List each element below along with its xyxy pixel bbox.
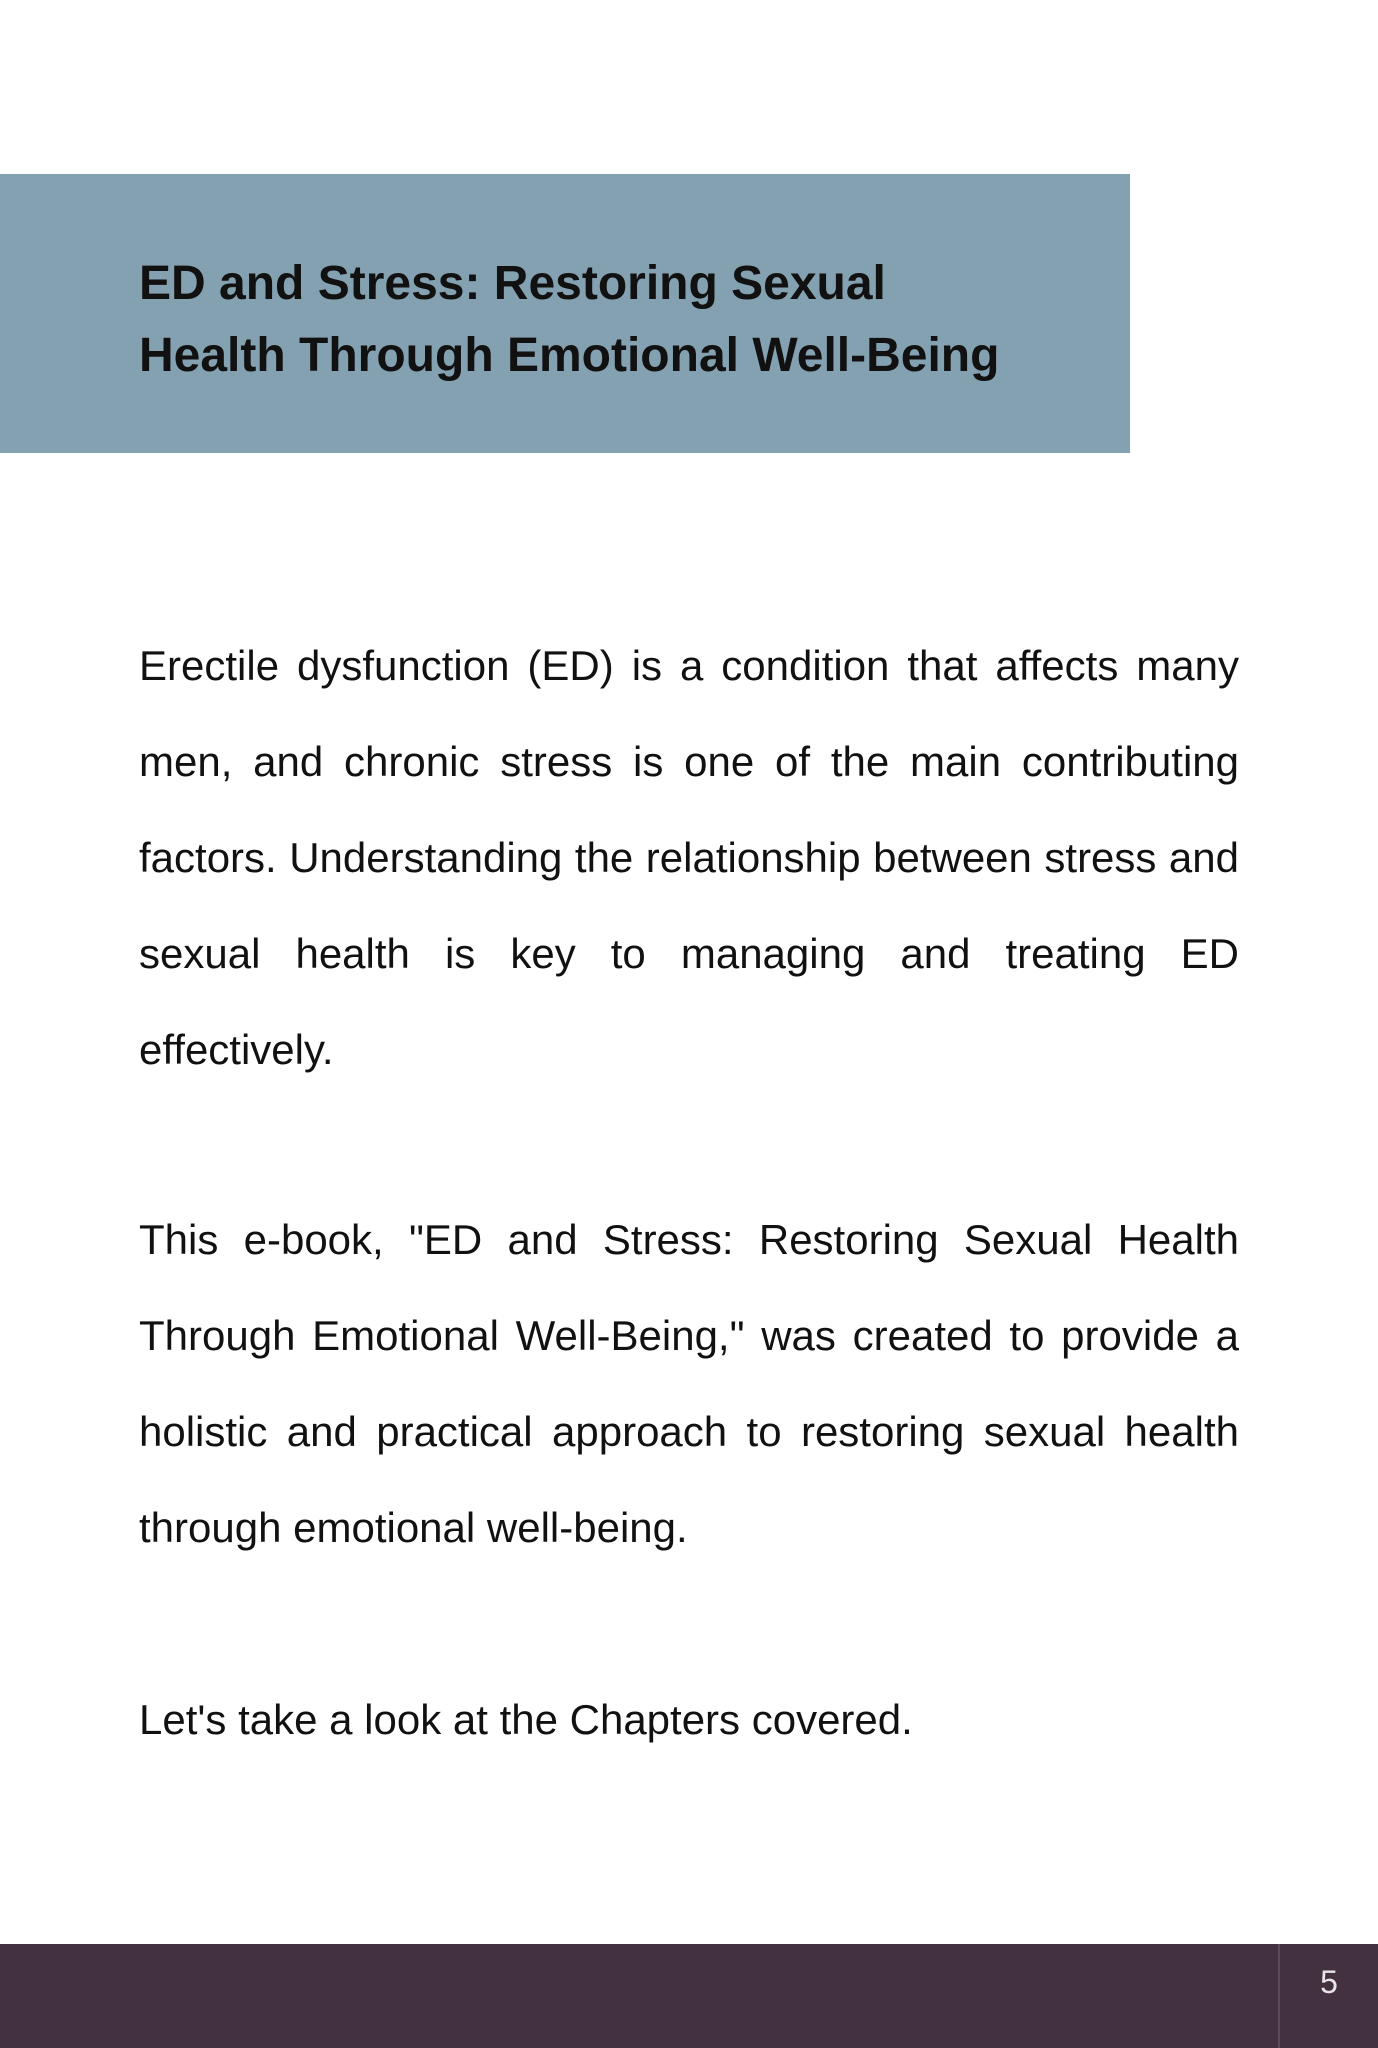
page-title: [139, 248, 1099, 392]
chapters-lead-in: Let's take a look at the Chapters covered.: [139, 1696, 913, 1743]
page-title-line-2: Health Through Emotional Well-Being: [139, 329, 1000, 382]
page-title-line-1: ED and Stress: Restoring Sexual: [139, 257, 886, 310]
intro-paragraph: Erectile dysfunction (ED) is a condition that affects many men, and chronic stress is one of the main contributing factors. Understanding the relationship between stress and sexual health is key to managing and treating ED effectively.: [139, 642, 1239, 1073]
page-footer: [0, 1944, 1378, 2048]
ebook-description-paragraph: This e-book, "ED and Stress: Restoring Sexual Health Through Emotional Well-Being," was created to provide a holistic and practical approach to restoring sexual health through emotional well-being.: [139, 1216, 1239, 1551]
page-number: 5: [1320, 1964, 1338, 2000]
